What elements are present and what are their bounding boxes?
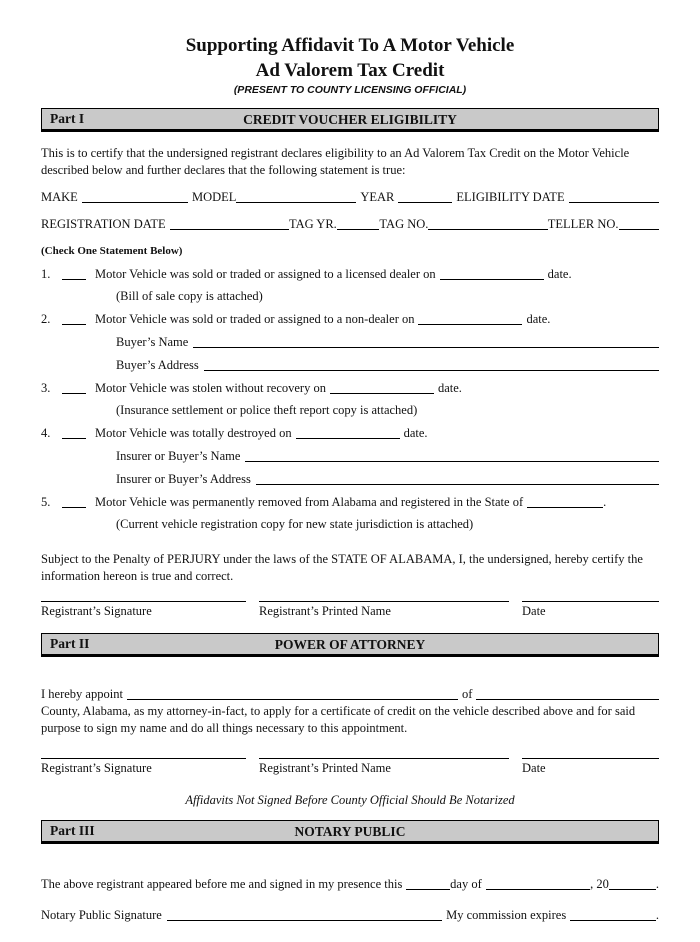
form-title-note: (PRESENT TO COUNTY LICENSING OFFICIAL) (233, 84, 467, 96)
registrant-printed-name-label: Registrant’s Printed Name (259, 604, 391, 618)
insurer-name-label: Insurer or Buyer’s Name (116, 449, 241, 463)
form-title-line2: Ad Valorem Tax Credit (255, 60, 445, 81)
statement-2-check-blank (62, 312, 86, 325)
form-title-block (41, 33, 659, 97)
model-blank (236, 190, 356, 203)
month-blank (486, 877, 590, 890)
check-one-instruction: (Check One Statement Below) (41, 245, 183, 257)
statement-1 (41, 265, 659, 282)
notary-signature-label: Notary Public Signature (41, 908, 162, 922)
year-blank (398, 190, 452, 203)
commission-date-blank (570, 908, 656, 921)
statement-5-text: Motor Vehicle was permanently removed from Alabama and registered in the State of (95, 495, 524, 509)
insurer-name-blank (245, 449, 659, 462)
registration-date-label: REGISTRATION DATE (41, 217, 166, 231)
part1-header-bar (41, 108, 659, 132)
year-two-digit-blank (609, 877, 656, 890)
statement-2-suffix: date. (526, 312, 551, 326)
registrant-printed-name-label-2: Registrant’s Printed Name (259, 761, 391, 775)
tag-no-blank (428, 217, 547, 230)
vehicle-field-row-2 (41, 215, 659, 233)
statement-4-number: 4. (41, 426, 51, 440)
notary-signature-row (41, 906, 659, 924)
part2-header-bar (41, 633, 659, 657)
statement-4-date-blank (296, 426, 400, 439)
part1-signature-row (41, 601, 659, 620)
insurer-address-label: Insurer or Buyer’s Address (116, 472, 251, 486)
appoint-prefix: I hereby appoint (41, 687, 123, 701)
date-label-2: Date (522, 761, 546, 775)
part3-header-bar (41, 820, 659, 844)
comma-20-text: , 20 (590, 877, 609, 891)
statement-3-note: (Insurance settlement or police theft report copy is attached) (116, 403, 418, 417)
statement-1-text: Motor Vehicle was sold or traded or assigned to a licensed dealer on (95, 267, 436, 281)
perjury-paragraph: Subject to the Penalty of PERJURY under the laws of the STATE OF ALABAMA, I, the undersigned, hereby certify the information hereon is true and correct. (41, 552, 643, 583)
statement-3-text: Motor Vehicle was stolen without recovery on (95, 381, 326, 395)
part2-heading: POWER OF ATTORNEY (274, 637, 426, 652)
part1-intro-paragraph: This is to certify that the undersigned registrant declares eligibility to an Ad Valorem Tax Credit on the Motor Vehicle described below and further declares that the following statement is true: (41, 146, 630, 177)
buyers-address-row (116, 356, 659, 373)
part1-label: Part I (50, 111, 85, 126)
statement-1-check-blank (62, 267, 86, 280)
day-number-blank (406, 877, 450, 890)
teller-no-label: TELLER NO. (547, 217, 619, 231)
part2-signature-row (41, 758, 659, 777)
statement-2-text: Motor Vehicle was sold or traded or assigned to a non-dealer on (95, 312, 415, 326)
commission-period: . (655, 908, 659, 922)
appoint-row (41, 685, 659, 703)
vehicle-field-row-1 (41, 188, 659, 206)
registration-date-blank (170, 217, 289, 230)
make-blank (82, 190, 188, 203)
presence-prefix: The above registrant appeared before me and signed in my presence this (41, 877, 403, 891)
part3-heading: NOTARY PUBLIC (294, 824, 406, 839)
statement-4-check-blank (62, 426, 86, 439)
teller-no-blank (619, 217, 659, 230)
statement-5-suffix: . (603, 495, 607, 509)
tag-no-label: TAG NO. (379, 217, 429, 231)
presence-period: . (655, 877, 659, 891)
statement-4 (41, 424, 659, 441)
statement-3-number: 3. (41, 381, 51, 395)
insurer-address-blank (256, 472, 659, 485)
statement-3 (41, 379, 659, 396)
day-of-text: day of (450, 877, 482, 891)
statement-1-number: 1. (41, 267, 51, 281)
statement-1-note: (Bill of sale copy is attached) (116, 289, 263, 303)
statement-3-date-blank (330, 381, 434, 394)
part2-label: Part II (50, 636, 90, 651)
year-label: YEAR (360, 190, 395, 204)
model-label: MODEL (191, 190, 237, 204)
tag-yr-label: TAG YR. (288, 217, 337, 231)
statement-4-suffix: date. (403, 426, 428, 440)
registrant-signature-label: Registrant’s Signature (41, 604, 152, 618)
attorney-name-blank (127, 687, 458, 700)
notary-presence-row (41, 875, 659, 893)
statement-5 (41, 493, 659, 510)
statement-1-date-blank (440, 267, 544, 280)
notary-signature-blank (167, 908, 442, 921)
of-word: of (461, 687, 473, 701)
eligibility-date-label: ELIGIBILITY DATE (456, 190, 565, 204)
make-label: MAKE (41, 190, 78, 204)
county-blank (476, 687, 659, 700)
statement-5-note: (Current vehicle registration copy for new state jurisdiction is attached) (116, 517, 474, 531)
statement-5-state-blank (527, 495, 603, 508)
buyers-address-blank (204, 358, 659, 371)
registrant-signature-label-2: Registrant’s Signature (41, 761, 152, 775)
statement-2-date-blank (418, 312, 522, 325)
insurer-name-row (116, 447, 659, 464)
attorney-body-paragraph: County, Alabama, as my attorney-in-fact, to apply for a certificate of credit on the vehicle described above and for said purpose to sign my name and do all things necessary to this appointment. (41, 704, 636, 735)
part1-heading: CREDIT VOUCHER ELIGIBILITY (243, 112, 457, 127)
buyers-name-label: Buyer’s Name (116, 335, 189, 349)
date-label: Date (522, 604, 546, 618)
eligibility-date-blank (569, 190, 659, 203)
notarize-note: Affidavits Not Signed Before County Official Should Be Notarized (185, 793, 515, 807)
statement-4-text: Motor Vehicle was totally destroyed on (95, 426, 292, 440)
statement-3-suffix: date. (437, 381, 462, 395)
insurer-address-row (116, 470, 659, 487)
form-title-line1: Supporting Affidavit To A Motor Vehicle (185, 35, 515, 56)
buyers-address-label: Buyer’s Address (116, 358, 199, 372)
part3-label: Part III (50, 823, 95, 838)
statement-5-number: 5. (41, 495, 51, 509)
tag-yr-blank (337, 217, 380, 230)
statement-2 (41, 310, 659, 327)
buyers-name-blank (193, 335, 659, 348)
statement-2-number: 2. (41, 312, 51, 326)
statement-5-check-blank (62, 495, 86, 508)
statement-3-check-blank (62, 381, 86, 394)
statement-1-suffix: date. (547, 267, 572, 281)
commission-label: My commission expires (446, 908, 567, 922)
buyers-name-row (116, 333, 659, 350)
